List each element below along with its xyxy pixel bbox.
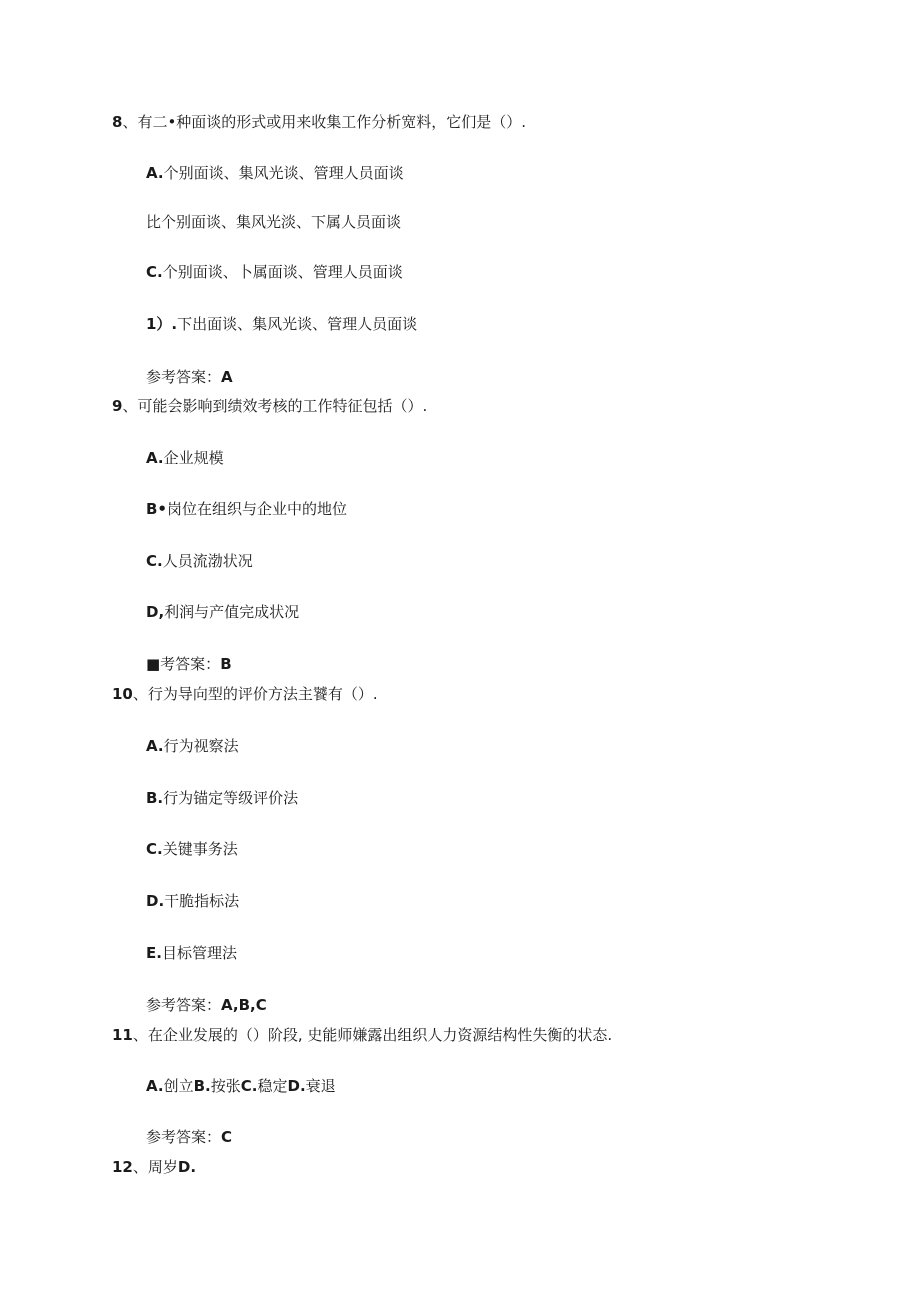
option-a bbox=[146, 736, 239, 756]
option-text: 岗位在组织与企业中的地位 bbox=[167, 500, 348, 518]
option-b bbox=[146, 212, 401, 232]
answer-value: C bbox=[221, 1128, 233, 1146]
option-text: 衰退 bbox=[305, 1077, 336, 1095]
option-b bbox=[146, 499, 347, 519]
option-label: C. bbox=[146, 840, 163, 858]
option-label: B• bbox=[146, 500, 168, 518]
option-text: 行为锚定等级评价法 bbox=[163, 789, 299, 807]
option-label: D. bbox=[287, 1077, 306, 1095]
option-text: 下出面谈、集风光谈、管理人员面谈 bbox=[177, 315, 418, 333]
reference-answer bbox=[146, 654, 232, 674]
option-label: 1）. bbox=[146, 315, 178, 333]
option-label: A. bbox=[146, 449, 164, 467]
option-d bbox=[146, 314, 417, 334]
question-text: 行为导向型的评价方法主饕有（）. bbox=[147, 685, 378, 703]
question-separator: 、 bbox=[122, 113, 138, 131]
question-separator: 、 bbox=[132, 1158, 148, 1176]
answer-prefix: 参考答案： bbox=[146, 368, 222, 386]
question-text: 在企业发展的（）阶段, 史能师嫌露出组织人力资源结构性失衡的状态. bbox=[147, 1026, 613, 1044]
option-label: B. bbox=[193, 1077, 211, 1095]
option-text: 稳定 bbox=[257, 1077, 288, 1095]
option-a bbox=[146, 163, 404, 183]
option-label: C. bbox=[240, 1077, 258, 1095]
option-text: 行为视察法 bbox=[163, 737, 239, 755]
option-text: 创立 bbox=[163, 1077, 194, 1095]
question-text: 周岁 bbox=[147, 1158, 178, 1176]
option-text: 企业规模 bbox=[163, 449, 224, 467]
option-d bbox=[146, 602, 299, 622]
option-text: 干脆指标法 bbox=[164, 892, 240, 910]
option-text: 个别面谈、卜属面谈、管理人员面谈 bbox=[162, 263, 403, 281]
option-text: 比个别面谈、集风光淡、下属人员面谈 bbox=[146, 213, 402, 231]
option-text: 个别面谈、集风光谈、管理人员面谈 bbox=[163, 164, 404, 182]
option-text: 目标管理法 bbox=[161, 944, 237, 962]
question-10 bbox=[112, 684, 378, 704]
question-text: 可能会影响到绩效考核的工作特征包括（）. bbox=[137, 397, 428, 415]
option-label: E. bbox=[146, 944, 162, 962]
question-8 bbox=[112, 112, 526, 132]
option-text: 利润与产值完成状况 bbox=[164, 603, 300, 621]
question-text: 有二•种面谈的形式或用来收集工作分析宽料，它们是（）. bbox=[137, 113, 527, 131]
question-text-suffix: D. bbox=[177, 1158, 197, 1176]
option-c bbox=[146, 262, 403, 282]
option-c bbox=[146, 551, 253, 571]
option-label: D. bbox=[146, 892, 165, 910]
question-number: 12 bbox=[112, 1158, 133, 1176]
question-number: 11 bbox=[112, 1026, 133, 1044]
option-label: A. bbox=[146, 1077, 164, 1095]
option-label: C. bbox=[146, 552, 163, 570]
answer-prefix: ■考答案： bbox=[146, 655, 221, 673]
question-12 bbox=[112, 1157, 196, 1177]
option-label: A. bbox=[146, 737, 164, 755]
option-label: B. bbox=[146, 789, 164, 807]
answer-value: A,B,C bbox=[221, 996, 267, 1014]
answer-value: B bbox=[220, 655, 232, 673]
inline-options bbox=[146, 1076, 336, 1096]
option-label: D, bbox=[146, 603, 165, 621]
option-text: 人员流渤状况 bbox=[162, 552, 253, 570]
question-number: 8 bbox=[112, 113, 123, 131]
question-number: 9 bbox=[112, 397, 123, 415]
question-9 bbox=[112, 396, 427, 416]
question-11 bbox=[112, 1025, 612, 1045]
option-b bbox=[146, 788, 298, 808]
reference-answer bbox=[146, 367, 233, 387]
option-label: A. bbox=[146, 164, 164, 182]
option-a bbox=[146, 448, 224, 468]
option-d bbox=[146, 891, 239, 911]
answer-prefix: 参考答案： bbox=[146, 996, 222, 1014]
question-separator: 、 bbox=[122, 397, 138, 415]
question-separator: 、 bbox=[132, 1026, 148, 1044]
answer-prefix: 参考答案： bbox=[146, 1128, 222, 1146]
option-text: 关键事务法 bbox=[162, 840, 238, 858]
question-number: 10 bbox=[112, 685, 133, 703]
answer-value: A bbox=[221, 368, 233, 386]
question-separator: 、 bbox=[132, 685, 148, 703]
reference-answer bbox=[146, 995, 267, 1015]
reference-answer bbox=[146, 1127, 232, 1147]
option-c bbox=[146, 839, 238, 859]
option-text: 按张 bbox=[210, 1077, 241, 1095]
option-e bbox=[146, 943, 237, 963]
option-label: C. bbox=[146, 263, 163, 281]
